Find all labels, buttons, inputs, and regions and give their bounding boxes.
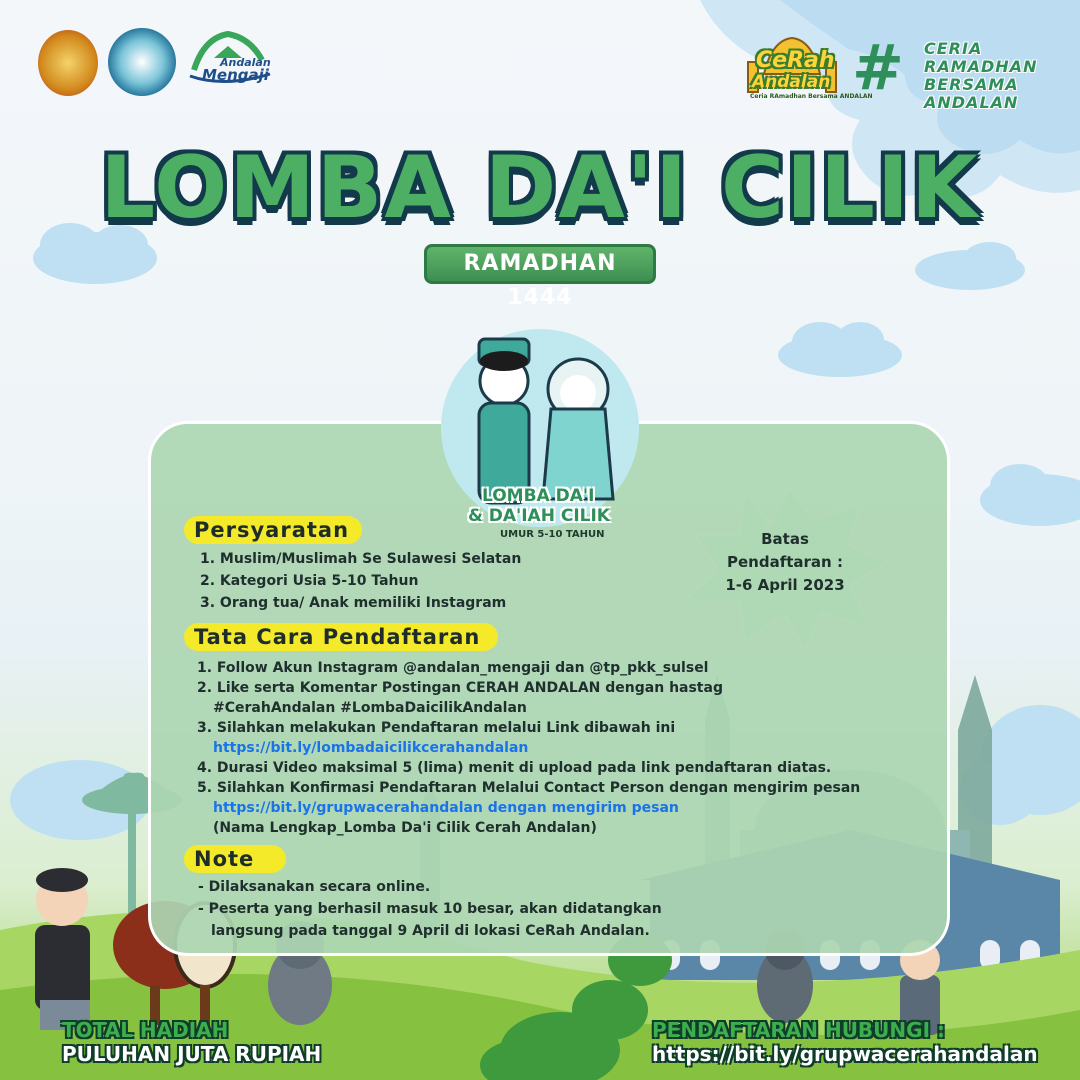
province-seal-logo [38, 30, 98, 96]
tata-cara-line: #CerahAndalan #LombaDaicilikAndalan [213, 700, 527, 716]
contact-url[interactable]: https://bit.ly/grupwacerahandalan [652, 1042, 1038, 1066]
note-heading: Note [184, 845, 286, 873]
tata-cara-line: 4. Durasi Video maksimal 5 (lima) menit di upload pada link pendaftaran diatas. [197, 760, 832, 776]
deadline-line: Pendaftaran : [727, 553, 843, 571]
badge-subtitle: & DA'IAH CILIK [468, 506, 610, 526]
hashtag-line: BERSAMA [924, 75, 1019, 94]
subtitle-badge: RAMADHAN 1444 [424, 244, 656, 284]
registration-link[interactable]: https://bit.ly/lombadaicilikcerahandalan [213, 740, 529, 756]
contact-link[interactable]: https://bit.ly/grupwacerahandalan dengan mengirim pesan [213, 800, 679, 816]
deadline-date: 1-6 April 2023 [725, 576, 845, 594]
hashtag-icon: # [852, 31, 904, 104]
note-line: langsung pada tanggal 9 April di lokasi CeRah Andalan. [211, 923, 650, 939]
tata-cara-line: (Nama Lengkap_Lomba Da'i Cilik Cerah Andalan) [213, 820, 597, 836]
andalan-logo-text: Andalan [220, 56, 271, 69]
tata-cara-line: 2. Like serta Komentar Postingan CERAH ANDALAN dengan hastag [197, 680, 723, 696]
deadline-burst [700, 528, 870, 597]
contact-label: PENDAFTARAN HUBUNGI : [652, 1018, 945, 1042]
mengaji-logo-text: Mengaji [202, 66, 269, 84]
deadline-line: Batas [761, 530, 809, 548]
prize-value: PULUHAN JUTA RUPIAH [62, 1042, 322, 1066]
note-line: - Dilaksanakan secara online. [198, 879, 431, 895]
hashtag-line: RAMADHAN [924, 57, 1038, 76]
hashtag-text [924, 40, 1037, 112]
hashtag-line: CERIA [924, 39, 983, 58]
cerah-logo-subtitle: Andalan [752, 72, 831, 92]
badge-title: LOMBA DA'I [482, 486, 595, 506]
badge-age-range: UMUR 5-10 TAHUN [500, 529, 605, 540]
page-title: LOMBA DA'I CILIK [100, 138, 980, 238]
prize-label: TOTAL HADIAH [62, 1018, 229, 1042]
pkk-logo [108, 28, 176, 96]
persyaratan-item: 3. Orang tua/ Anak memiliki Instagram [200, 595, 507, 611]
note-line: - Peserta yang berhasil masuk 10 besar, akan didatangkan [198, 901, 662, 917]
tata-cara-line: 3. Silahkan melakukan Pendaftaran melalui Link dibawah ini [197, 720, 676, 736]
hashtag-line: ANDALAN [924, 93, 1019, 112]
cerah-logo-tagline: Ceria RAmadhan Bersama ANDALAN [750, 93, 873, 100]
persyaratan-item: 1. Muslim/Muslimah Se Sulawesi Selatan [200, 551, 522, 567]
tata-cara-line: 1. Follow Akun Instagram @andalan_mengaji dan @tp_pkk_sulsel [197, 660, 709, 676]
tata-cara-heading: Tata Cara Pendaftaran [184, 623, 498, 651]
tata-cara-line: 5. Silahkan Konfirmasi Pendaftaran Melalui Contact Person dengan mengirim pesan [197, 780, 861, 796]
persyaratan-heading: Persyaratan [184, 516, 362, 544]
cerah-logo-title: CeRah [756, 48, 835, 73]
persyaratan-item: 2. Kategori Usia 5-10 Tahun [200, 573, 419, 589]
